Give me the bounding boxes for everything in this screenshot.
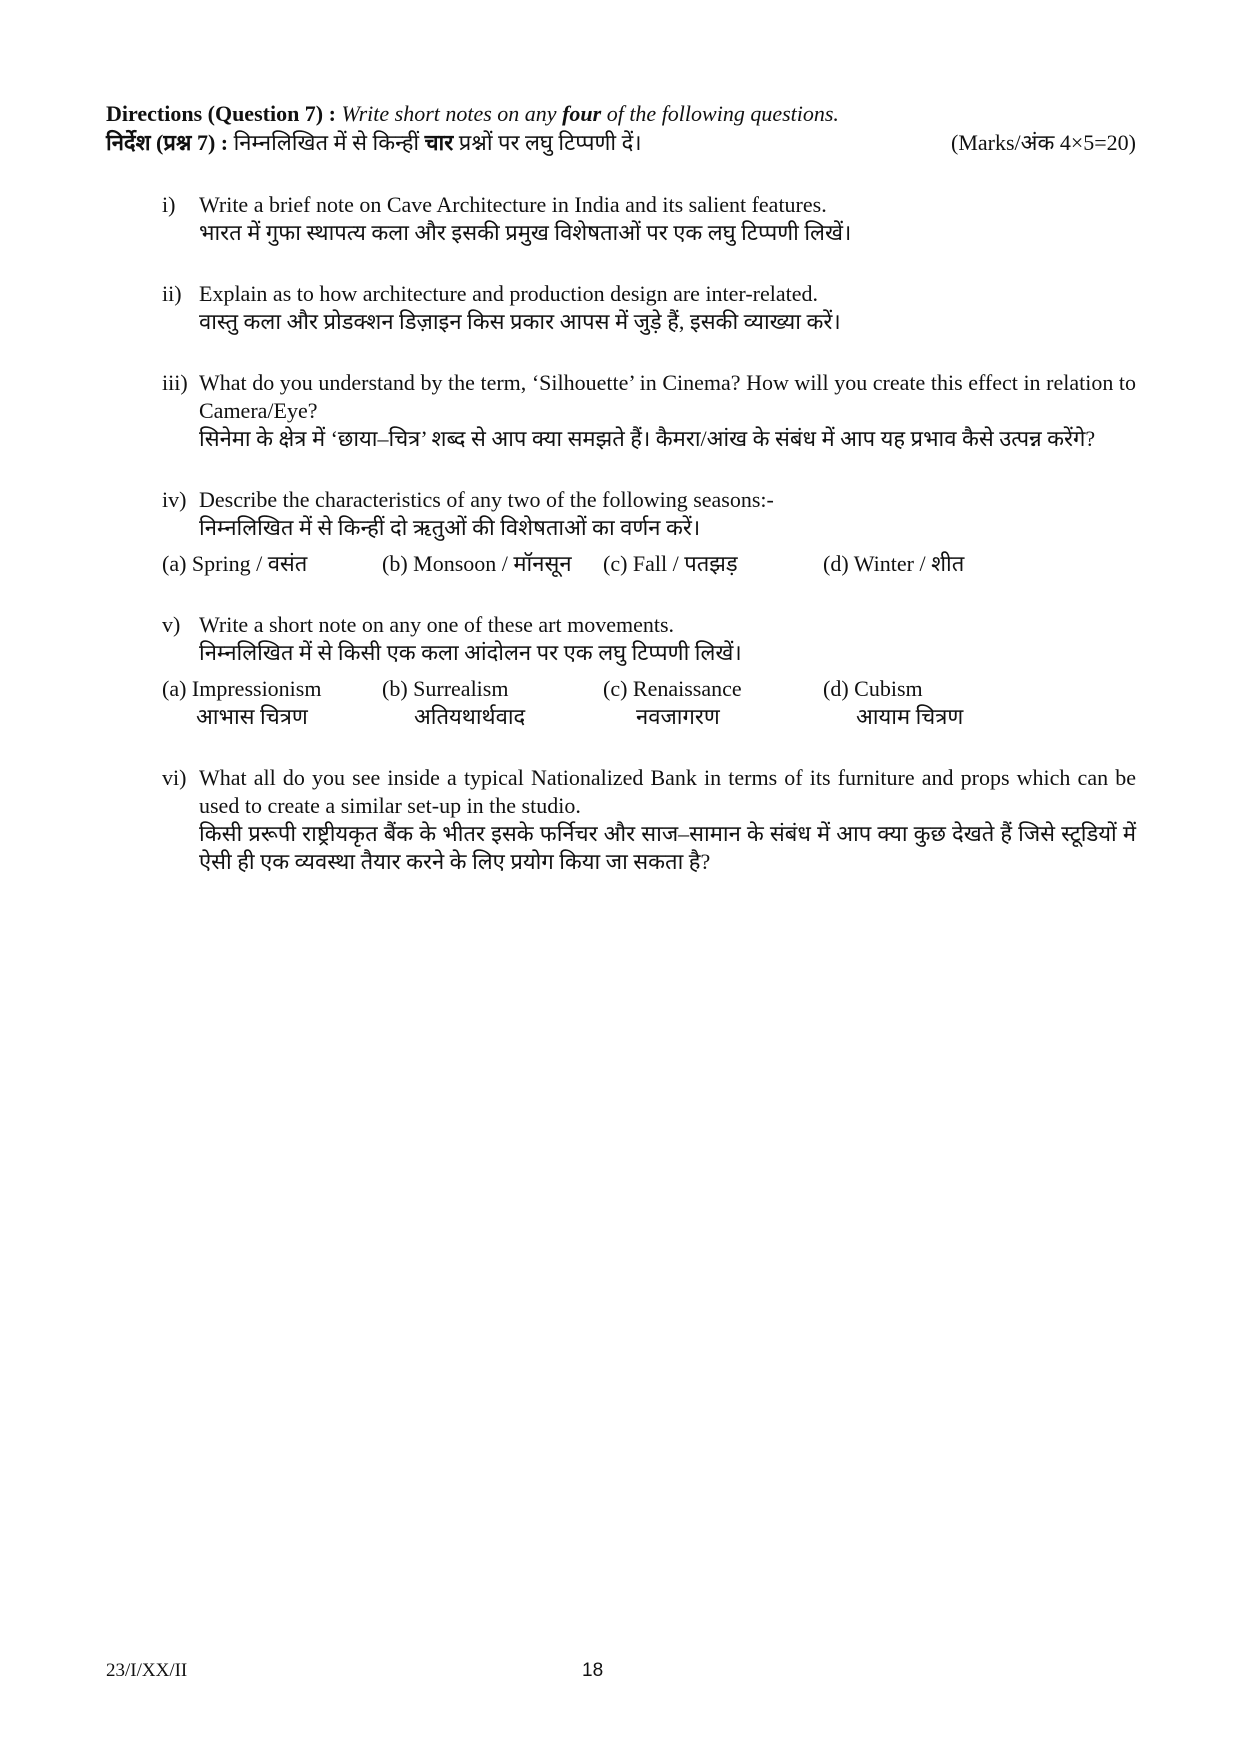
question-text-english: Write a short note on any one of these art movements.	[199, 612, 675, 637]
question-text-english: Explain as to how architecture and production design are inter-related.	[199, 281, 818, 306]
question-text-hindi: निम्नलिखित में से किन्हीं दो ऋतुओं की विशेषताओं का वर्णन करें।	[199, 515, 701, 540]
page-number: 18	[582, 1660, 604, 1681]
directions-text-after: of the following questions.	[606, 101, 839, 126]
directions-label: Directions (Question 7) :	[106, 101, 336, 126]
question-list	[106, 191, 1136, 876]
question-text-english: Describe the characteristics of any two of the following seasons:-	[199, 487, 774, 512]
question-text-hindi: निम्नलिखित में से किसी एक कला आंदोलन पर एक लघु टिप्पणी लिखें।	[199, 640, 742, 665]
question-item	[162, 369, 1136, 453]
directions-hindi-before: निम्नलिखित में से किन्हीं	[233, 130, 420, 155]
season-options	[162, 550, 1136, 578]
directions-hindi	[106, 129, 1136, 157]
option-d: (d) Cubism	[823, 676, 923, 701]
option-d-hindi: आयाम चित्रण	[856, 704, 964, 729]
option-d: (d) Winter / शीत	[823, 551, 965, 576]
directions-emphasis: four	[562, 101, 602, 126]
question-number: vi)	[162, 765, 187, 790]
directions-label-hindi: निर्देश (प्रश्न 7) :	[106, 130, 229, 155]
option-c: (c) Renaissance	[603, 676, 742, 701]
question-number: iv)	[162, 487, 187, 512]
option-a: (a) Impressionism	[162, 676, 322, 701]
option-c-hindi: नवजागरण	[636, 704, 720, 729]
marks-label: (Marks/अंक 4×5=20)	[951, 130, 1136, 155]
question-text-hindi: भारत में गुफा स्थापत्य कला और इसकी प्रमुख विशेषताओं पर एक लघु टिप्पणी लिखें।	[199, 220, 852, 245]
question-item	[162, 280, 1136, 336]
question-text-english: What all do you see inside a typical Nationalized Bank in terms of its furniture and props which can be used to create a similar set-up in the studio.	[199, 765, 1136, 818]
question-page	[106, 100, 1136, 909]
option-a: (a) Spring / वसंत	[162, 551, 308, 576]
option-a-hindi: आभास चित्रण	[196, 704, 308, 729]
question-item	[162, 611, 1136, 731]
directions-hindi-after: प्रश्नों पर लघु टिप्पणी दें।	[458, 130, 642, 155]
directions-text-before: Write short notes on any	[341, 101, 557, 126]
option-c: (c) Fall / पतझड़	[603, 551, 738, 576]
question-text-english: Write a brief note on Cave Architecture in India and its salient features.	[199, 192, 827, 217]
question-number: iii)	[162, 370, 188, 395]
question-item	[162, 191, 1136, 247]
question-item	[162, 486, 1136, 578]
paper-code: 23/I/XX/II	[106, 1660, 188, 1681]
directions-hindi-emphasis: चार	[424, 130, 454, 155]
question-number: v)	[162, 612, 181, 637]
option-b: (b) Surrealism	[382, 676, 509, 701]
question-text-hindi: वास्तु कला और प्रोडक्शन डिज़ाइन किस प्रकार आपस में जुड़े हैं, इसकी व्याख्या करें।	[199, 309, 841, 334]
art-movement-options	[162, 675, 1136, 731]
option-b-hindi: अतियथार्थवाद	[414, 704, 526, 729]
question-text-hindi: किसी प्ररूपी राष्ट्रीयकृत बैंक के भीतर इसके फर्निचर और साज–सामान के संबंध में आप क्या कुछ देखते हैं जिसे स्टूडियों में ऐसी ही एक व्यवस्था तैयार करने के लिए प्रयोग किया जा सकता है?	[199, 821, 1136, 874]
directions-english	[106, 100, 1136, 128]
question-text-english: What do you understand by the term, ‘Silhouette’ in Cinema? How will you create this effect in relation to Camera/Eye?	[199, 370, 1136, 423]
question-item	[162, 764, 1136, 876]
question-text-hindi: सिनेमा के क्षेत्र में ‘छाया–चित्र’ शब्द से आप क्या समझते हैं। कैमरा/आंख के संबंध में आप यह प्रभाव कैसे उत्पन्न करेंगे?	[199, 426, 1096, 451]
option-b: (b) Monsoon / मॉनसून	[382, 551, 572, 576]
question-number: i)	[162, 192, 176, 217]
question-number: ii)	[162, 281, 182, 306]
